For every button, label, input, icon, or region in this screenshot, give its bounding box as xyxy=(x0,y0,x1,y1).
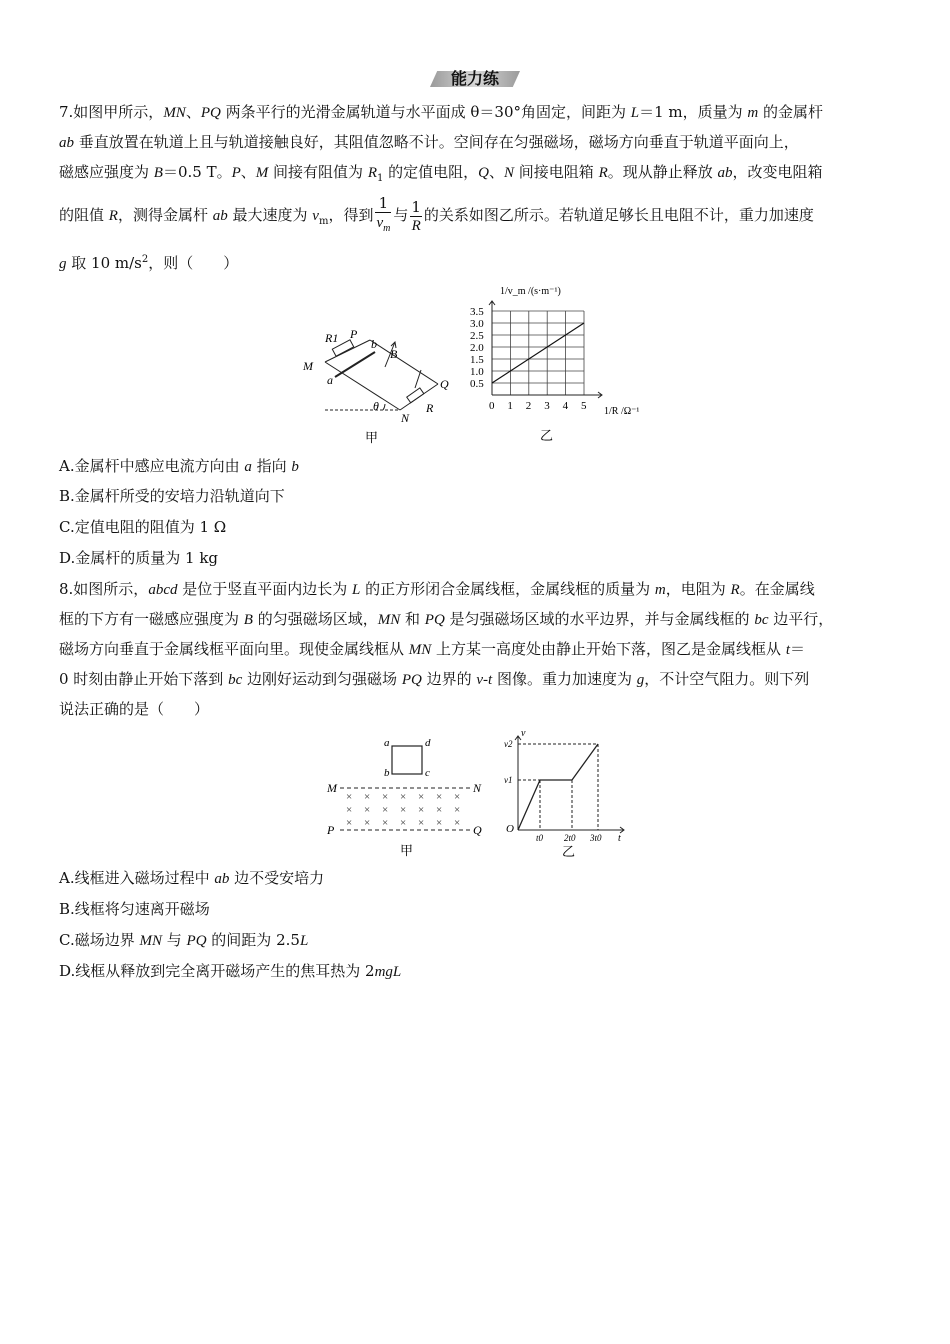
chart-xlabel: 1/R /Ω⁻¹ xyxy=(604,406,640,417)
field-cross-mark: × xyxy=(346,791,353,803)
vt-curve xyxy=(518,744,598,830)
q7-line-1: 7.如图甲所示，MN、PQ 两条平行的光滑金属轨道与水平面成 θ＝30°角固定，间距为 L＝1 m，质量为 m 的金属杆 xyxy=(59,103,824,121)
field-cross-mark: × xyxy=(454,804,461,816)
field-cross-mark: × xyxy=(454,817,461,829)
angle-arc xyxy=(383,404,385,410)
section-header xyxy=(430,68,520,90)
rail-right-edge xyxy=(370,340,438,384)
label-P: P xyxy=(350,327,358,341)
resistor-box-r xyxy=(407,388,424,403)
field-cross-mark: × xyxy=(436,817,443,829)
y-tick-label: 2.0 xyxy=(470,342,484,354)
fig-label-jia: 甲 xyxy=(365,430,379,445)
q7-option-c: C.定值电阻的阻值为 1 Ω xyxy=(59,518,227,536)
label-theta: θ xyxy=(373,399,379,413)
x-tick-label: 3 xyxy=(544,400,550,412)
series-line xyxy=(492,323,584,383)
q7-option-d: D.金属杆的质量为 1 kg xyxy=(59,549,219,567)
label-Q: Q xyxy=(440,377,449,391)
vt-label-v2: v2 xyxy=(504,739,513,749)
x-tick-label: 5 xyxy=(581,400,587,412)
label-a: a xyxy=(384,737,390,749)
square-frame-abcd xyxy=(392,746,422,774)
q8-line-2: 框的下方有一磁感应强度为 B 的匀强磁场区域，MN 和 PQ 是匀强磁场区域的水平边界，并与金属线框的 bc 边平行， xyxy=(59,610,834,628)
field-arrow-b-2 xyxy=(415,370,421,388)
field-cross-mark: × xyxy=(382,817,389,829)
vt-label-3t0: 3t0 xyxy=(590,833,602,843)
y-tick-label: 0.5 xyxy=(470,378,484,390)
label-d: d xyxy=(425,737,431,749)
y-tick-label: 1.5 xyxy=(470,354,484,366)
q8-option-a: A.线框进入磁场过程中 ab 边不受安培力 xyxy=(59,869,325,887)
label-B: B xyxy=(390,347,398,361)
fig-label-yi: 乙 xyxy=(540,428,554,443)
q8-option-d: D.线框从释放到完全离开磁场产生的焦耳热为 2mgL xyxy=(59,962,402,980)
fig-label-yi: 乙 xyxy=(562,844,576,859)
fraction-1-over-vm: $\frac{1}{v_m}$ xyxy=(376,194,391,234)
field-cross-mark: × xyxy=(454,791,461,803)
label-M: M xyxy=(327,781,337,795)
chart-series xyxy=(492,323,584,383)
q8-line-1: 8.如图所示，abcd 是位于竖直平面内边长为 L 的正方形闭合金属线框，金属线框的质量为 m，电阻为 R。在金属线 xyxy=(59,580,815,598)
field-cross-mark: × xyxy=(364,817,371,829)
field-cross-mark: × xyxy=(418,791,425,803)
q8-vt-graph xyxy=(500,728,635,860)
vt-label-origin: O xyxy=(506,823,514,835)
q8-figure-field xyxy=(322,730,492,860)
field-cross-mark: × xyxy=(400,804,407,816)
label-R: R xyxy=(426,401,434,415)
vt-label-v: v xyxy=(521,728,526,739)
field-cross-mark: × xyxy=(418,817,425,829)
q7-line-4: 的阻值 R，测得金属杆 ab 最大速度为 $v_m$，得到 $\frac{1}{v_m}$ 与 $\frac{1}{R}$ 的关系如图乙所示。若轨道足够长且电阻不计，重力加速度 xyxy=(59,192,814,245)
section-title: 能力练 xyxy=(450,69,499,88)
fig-label-jia: 甲 xyxy=(400,843,414,858)
fraction-1-over-R: $\frac{1}{R}$ xyxy=(411,197,421,234)
vt-label-2t0: 2t0 xyxy=(564,833,576,843)
rail-left-edge xyxy=(325,362,400,410)
x-tick-label: 0 xyxy=(489,400,495,412)
q7-line-5: g 取 10 $m/s^2$，则（ ） xyxy=(59,254,239,272)
metal-rod-ab xyxy=(335,352,375,377)
magnetic-field-crosses xyxy=(346,791,460,829)
y-tick-label: 2.5 xyxy=(470,330,484,342)
q8-line-4: 0 时刻由静止开始下落到 bc 边刚好运动到匀强磁场 PQ 边界的 v-t 图像。重力加速度为 g，不计空气阻力。则下列 xyxy=(59,670,810,688)
q7-line-3: 磁感应强度为 B＝0.5 T。P、M 间接有阻值为 $R_1$ 的定值电阻，Q、N 间接电阻箱 R。现从静止释放 ab，改变电阻箱 xyxy=(59,163,823,184)
q8-option-b: B.线框将匀速离开磁场 xyxy=(59,900,210,918)
q8-line-3: 磁场方向垂直于金属线框平面向里。现使金属线框从 MN 上方某一高度处由静止开始下落，图乙是金属线框从 t＝ xyxy=(59,640,806,658)
chart-axes xyxy=(489,301,602,398)
field-cross-mark: × xyxy=(364,791,371,803)
field-cross-mark: × xyxy=(364,804,371,816)
q7-line-2: ab 垂直放置在轨道上且与轨道接触良好，其阻值忽略不计。空间存在匀强磁场，磁场方向垂直于轨道平面向上， xyxy=(59,133,799,151)
y-tick-label: 1.0 xyxy=(470,366,484,378)
chart-ylabel: 1/v_m /(s·m⁻¹) xyxy=(500,286,561,297)
x-tick-label: 1 xyxy=(507,400,513,412)
label-b: b xyxy=(371,337,377,351)
field-cross-mark: × xyxy=(382,791,389,803)
field-cross-mark: × xyxy=(436,791,443,803)
label-c: c xyxy=(425,767,430,779)
vt-label-v1: v1 xyxy=(504,775,513,785)
vt-label-t0: t0 xyxy=(536,833,544,843)
q7-option-b: B.金属杆所受的安培力沿轨道向下 xyxy=(59,487,285,505)
label-Q: Q xyxy=(473,823,482,837)
label-R1: R1 xyxy=(325,331,339,345)
field-cross-mark: × xyxy=(400,791,407,803)
label-P: P xyxy=(327,823,335,837)
label-M: M xyxy=(303,359,313,373)
x-tick-label: 2 xyxy=(525,400,532,412)
field-cross-mark: × xyxy=(382,804,389,816)
label-N: N xyxy=(473,781,482,795)
q7-option-a: A.金属杆中感应电流方向由 a 指向 b xyxy=(59,457,299,475)
field-cross-mark: × xyxy=(400,817,407,829)
q7-figure-rails xyxy=(295,322,465,447)
x-tick-label: 4 xyxy=(562,400,569,412)
label-a: a xyxy=(327,373,333,387)
q7-chart xyxy=(462,282,657,447)
field-cross-mark: × xyxy=(436,804,443,816)
label-N: N xyxy=(401,411,410,425)
field-cross-mark: × xyxy=(418,804,425,816)
y-tick-label: 3.5 xyxy=(470,306,484,318)
field-cross-mark: × xyxy=(346,804,353,816)
q8-option-c: C.磁场边界 MN 与 PQ 的间距为 2.5L xyxy=(59,931,309,949)
y-tick-label: 3.0 xyxy=(470,318,484,330)
q8-line-5: 说法正确的是（ ） xyxy=(59,700,210,718)
field-cross-mark: × xyxy=(346,817,353,829)
label-b: b xyxy=(384,767,390,779)
vt-label-t: t xyxy=(618,833,621,844)
